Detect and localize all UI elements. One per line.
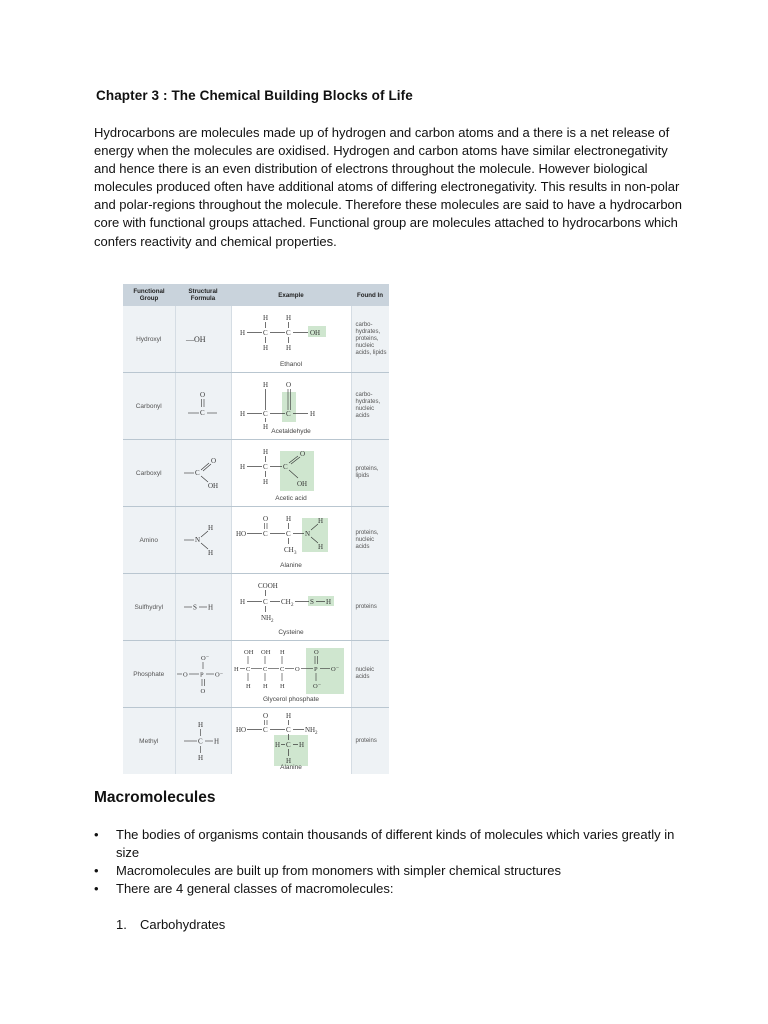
found-in: proteins, lipids bbox=[351, 440, 389, 507]
example-name: Acetic acid bbox=[275, 494, 307, 502]
svg-text:O: O bbox=[300, 449, 306, 458]
svg-text:C: C bbox=[283, 462, 288, 471]
svg-text:C: C bbox=[263, 462, 268, 471]
svg-text:O: O bbox=[211, 457, 217, 465]
example-structure bbox=[231, 574, 351, 641]
svg-text:H: H bbox=[240, 328, 246, 337]
svg-text:H: H bbox=[310, 409, 316, 418]
svg-text:C: C bbox=[263, 529, 268, 538]
svg-text:OH: OH bbox=[310, 328, 321, 337]
svg-text:NH: NH bbox=[261, 613, 272, 622]
found-in: proteins, nucleic acids bbox=[351, 507, 389, 574]
svg-text:H: H bbox=[240, 597, 246, 606]
svg-text:O⁻: O⁻ bbox=[313, 682, 322, 690]
group-name: Methyl bbox=[123, 708, 175, 775]
svg-text:H: H bbox=[263, 682, 268, 690]
structural-formula bbox=[175, 440, 231, 507]
acetaldehyde-structure bbox=[236, 378, 346, 430]
ethanol-structure bbox=[236, 311, 346, 363]
functional-groups-table bbox=[123, 284, 389, 774]
table-header-row bbox=[123, 284, 389, 306]
svg-text:OH: OH bbox=[208, 482, 219, 490]
svg-text:C: C bbox=[263, 665, 268, 673]
structural-formula bbox=[175, 708, 231, 775]
svg-text:H: H bbox=[198, 721, 204, 729]
svg-text:O⁻: O⁻ bbox=[201, 655, 210, 662]
svg-text:H: H bbox=[240, 462, 246, 471]
svg-text:C: C bbox=[286, 726, 291, 734]
svg-text:C: C bbox=[198, 737, 203, 746]
svg-text:C: C bbox=[263, 726, 268, 734]
structural-formula bbox=[175, 373, 231, 440]
list-item bbox=[94, 826, 694, 862]
svg-text:H: H bbox=[280, 648, 285, 656]
svg-text:2: 2 bbox=[271, 618, 274, 624]
svg-text:H: H bbox=[234, 665, 239, 673]
acetic-acid-structure bbox=[236, 445, 346, 497]
svg-text:H: H bbox=[280, 682, 285, 690]
svg-text:HO: HO bbox=[236, 726, 247, 734]
alanine-amino-structure bbox=[236, 512, 346, 564]
example-name: Ethanol bbox=[279, 360, 303, 368]
svg-text:OH: OH bbox=[261, 648, 271, 656]
table-row bbox=[123, 708, 389, 775]
svg-text:O: O bbox=[263, 712, 269, 720]
group-name: Hydroxyl bbox=[123, 306, 175, 373]
table-row bbox=[123, 440, 389, 507]
svg-text:COOH: COOH bbox=[258, 581, 278, 590]
alanine-methyl-structure bbox=[236, 711, 346, 767]
svg-text:O⁻: O⁻ bbox=[331, 665, 340, 673]
found-in: nucleic acids bbox=[351, 641, 389, 708]
table-row bbox=[123, 641, 389, 708]
header-functional-group: Functional Group bbox=[123, 284, 175, 306]
example-structure bbox=[231, 641, 351, 708]
svg-text:H: H bbox=[286, 343, 292, 352]
svg-text:H: H bbox=[263, 380, 269, 389]
svg-text:N: N bbox=[195, 536, 201, 544]
svg-text:H: H bbox=[286, 757, 292, 765]
svg-text:2: 2 bbox=[291, 602, 294, 608]
group-name: Carboxyl bbox=[123, 440, 175, 507]
svg-text:H: H bbox=[326, 597, 332, 606]
svg-text:H: H bbox=[240, 409, 246, 418]
structural-formula bbox=[175, 306, 231, 373]
example-name: Glycerol phosphate bbox=[262, 695, 319, 703]
svg-text:—OH: —OH bbox=[186, 335, 206, 344]
found-in: proteins bbox=[351, 708, 389, 775]
header-found-in: Found In bbox=[351, 284, 389, 306]
bullet-symbol: • bbox=[94, 827, 99, 842]
svg-text:HO: HO bbox=[236, 529, 247, 538]
svg-text:H: H bbox=[263, 422, 269, 430]
intro-paragraph: Hydrocarbons are molecules made up of hydrogen and carbon atoms and a there is a net release of energy when the molecules are oxidised. Hydrogen and carbon atoms have similar electronegativity and hence there is an even distribution of electrons throughout the molecule. However biological molecules produced often have additional atoms of differing electronegativity. This results in non-polar and polar-regions throughout the molecule. Therefore these molecules are said to have a hydrocarbon core with functional groups attached. Functional group are molecules attached to hydrocarbons which confers reactivity and chemical properties. bbox=[94, 125, 683, 249]
svg-text:NH: NH bbox=[305, 726, 316, 734]
table-row bbox=[123, 574, 389, 641]
svg-text:C: C bbox=[200, 409, 205, 417]
example-structure bbox=[231, 507, 351, 574]
svg-text:H: H bbox=[318, 516, 324, 525]
found-in: proteins bbox=[351, 574, 389, 641]
svg-text:H: H bbox=[263, 313, 269, 322]
example-structure bbox=[231, 373, 351, 440]
bullet-text: Macromolecules are built up from monomers with simpler chemical structures bbox=[116, 863, 562, 878]
found-in: carbo-hydrates, proteins, nucleic acids, lipids bbox=[351, 306, 389, 373]
header-structural-formula: Structural Formula bbox=[175, 284, 231, 306]
svg-text:C: C bbox=[286, 328, 291, 337]
svg-text:H: H bbox=[208, 603, 214, 612]
svg-text:OH: OH bbox=[244, 648, 254, 656]
svg-text:C: C bbox=[263, 409, 268, 418]
svg-text:H: H bbox=[214, 737, 220, 746]
svg-text:O: O bbox=[200, 688, 206, 695]
bullet-symbol: • bbox=[94, 863, 99, 878]
svg-text:N: N bbox=[305, 529, 311, 538]
svg-text:H: H bbox=[263, 447, 269, 456]
found-in: carbo-hydrates, nucleic acids bbox=[351, 373, 389, 440]
macromolecules-heading: Macromolecules bbox=[94, 789, 216, 806]
header-example: Example bbox=[231, 284, 351, 306]
svg-text:C: C bbox=[280, 665, 285, 673]
list-item bbox=[94, 880, 694, 898]
svg-text:P: P bbox=[200, 671, 204, 679]
svg-text:H: H bbox=[208, 549, 214, 557]
svg-text:H: H bbox=[246, 682, 251, 690]
svg-text:3: 3 bbox=[294, 550, 297, 556]
table-row bbox=[123, 373, 389, 440]
svg-text:H: H bbox=[286, 712, 292, 720]
table-row bbox=[123, 507, 389, 574]
list-number: 1. bbox=[116, 917, 127, 932]
example-name: Cysteine bbox=[278, 628, 304, 636]
svg-text:C: C bbox=[195, 469, 200, 477]
svg-text:C: C bbox=[263, 328, 268, 337]
numbered-list-item bbox=[116, 917, 225, 932]
svg-text:O⁻: O⁻ bbox=[215, 671, 224, 679]
macromolecules-bullet-list bbox=[94, 826, 694, 898]
group-name: Sulfhydryl bbox=[123, 574, 175, 641]
svg-text:C: C bbox=[286, 741, 291, 749]
svg-text:CH: CH bbox=[281, 597, 291, 606]
example-structure bbox=[231, 440, 351, 507]
svg-text:O: O bbox=[183, 671, 188, 679]
svg-text:C: C bbox=[286, 529, 291, 538]
svg-text:S: S bbox=[310, 597, 314, 606]
svg-text:H: H bbox=[286, 514, 292, 523]
svg-text:O: O bbox=[263, 514, 269, 523]
svg-text:H: H bbox=[208, 524, 214, 532]
group-name: Carbonyl bbox=[123, 373, 175, 440]
svg-text:H: H bbox=[263, 477, 269, 486]
svg-text:C: C bbox=[263, 597, 268, 606]
svg-text:H: H bbox=[275, 741, 281, 749]
group-name: Amino bbox=[123, 507, 175, 574]
svg-text:O: O bbox=[295, 665, 300, 673]
svg-text:S: S bbox=[193, 603, 197, 612]
svg-text:H: H bbox=[286, 313, 292, 322]
bullet-symbol: • bbox=[94, 881, 99, 896]
example-structure bbox=[231, 708, 351, 775]
svg-text:C: C bbox=[246, 665, 251, 673]
list-item bbox=[94, 862, 694, 880]
example-name: Acetaldehyde bbox=[271, 427, 311, 435]
svg-text:H: H bbox=[263, 343, 269, 352]
svg-text:O: O bbox=[200, 391, 206, 399]
svg-text:CH: CH bbox=[284, 545, 294, 554]
svg-text:OH: OH bbox=[297, 479, 308, 488]
example-name: Alanine bbox=[280, 764, 302, 771]
cysteine-structure bbox=[236, 579, 346, 631]
group-name: Phosphate bbox=[123, 641, 175, 708]
chapter-title: Chapter 3 : The Chemical Building Blocks of Life bbox=[96, 88, 413, 103]
svg-text:H: H bbox=[318, 542, 324, 551]
example-name: Alanine bbox=[280, 561, 302, 569]
svg-text:C: C bbox=[286, 409, 291, 418]
svg-text:P: P bbox=[314, 665, 318, 673]
list-item-text: Carbohydrates bbox=[140, 917, 226, 932]
svg-text:H: H bbox=[299, 741, 305, 749]
example-structure bbox=[231, 306, 351, 373]
bullet-text: There are 4 general classes of macromolecules: bbox=[116, 881, 394, 896]
svg-text:O: O bbox=[286, 380, 292, 389]
svg-text:H: H bbox=[198, 754, 204, 762]
svg-text:2: 2 bbox=[315, 731, 318, 736]
svg-text:O: O bbox=[314, 648, 319, 656]
bullet-text: The bodies of organisms contain thousands of different kinds of molecules which varies greatly in size bbox=[116, 827, 675, 860]
table-row bbox=[123, 306, 389, 373]
structural-formula bbox=[175, 641, 231, 708]
structural-formula bbox=[175, 507, 231, 574]
structural-formula bbox=[175, 574, 231, 641]
glycerol-phosphate-structure bbox=[234, 646, 348, 698]
